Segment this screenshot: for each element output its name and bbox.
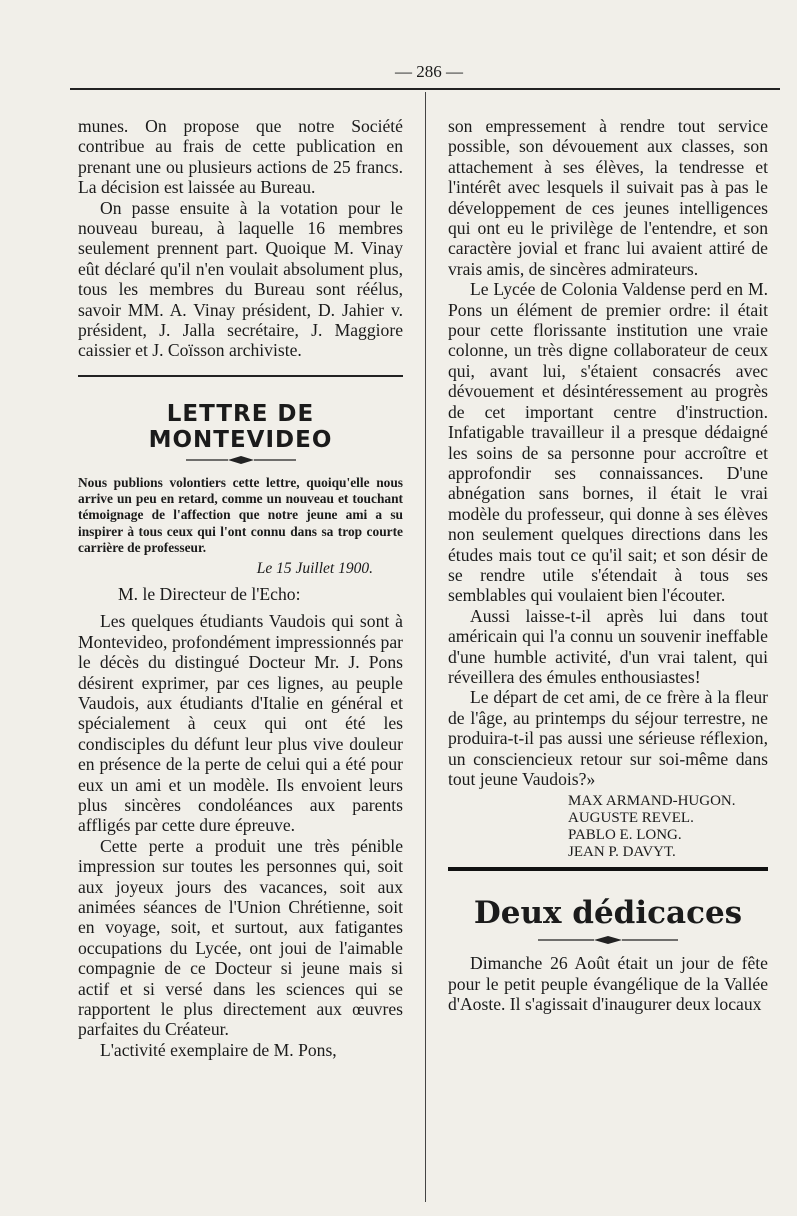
signature-block	[568, 793, 768, 861]
paragraph: On passe ensuite à la votation pour le nouveau bureau, à laquelle 16 membres seulement prennent part. Quoique M. Vinay eût déclaré qu'il n'en voulait absolument plus, tous les membres du Bureau sont réélus, savoir MM. A. Vinay président, D. Jahier v. président, J. Jalla secrétaire, J. Maggiore caissier et J. Coïsson archiviste.	[78, 197, 403, 361]
section-rule	[78, 375, 403, 377]
article-title-dedicaces: Deux dédicaces	[473, 895, 743, 932]
paragraph: munes. On propose que notre Société contribue au frais de cette publication en prenant une ou plusieurs actions de 25 francs. La décision est laissée au Bureau.	[78, 116, 403, 198]
column-divider	[425, 92, 426, 1202]
paragraph: Dimanche 26 Août était un jour de fête pour le petit peuple évangélique de la Vallée d'Aoste. Il s'agissait d'inaugurer deux locaux	[448, 953, 768, 1015]
paragraph: Le départ de cet ami, de ce frère à la fleur de l'âge, au printemps du séjour terrestre, ne produira-t-il pas aussi une sérieuse réflexion, un consciencieux retour sur soi-même dans tout jeune Vaudois?»	[448, 687, 768, 789]
left-column	[78, 116, 403, 1060]
right-column	[448, 116, 768, 1015]
paragraph: son empressement à rendre tout service possible, son dévouement aux classes, son attachement à ses élèves, la tendresse et l'intérêt avec lesquels il suivait pas à pas le développement de ces jeunes intelligences qui ont eu le privilège de l'entendre, et son caractère jovial et franc lui avaient attiré de vrais amis, de sincères admirateurs.	[448, 116, 768, 279]
paragraph: Cette perte a produit une très pénible impression sur toutes les personnes qui, soit aux joyeux jours des vacances, soit aux animées séances de l'Union Chrétienne, soit en voyage, soit, et surtout, aux fatigantes occupations du Lycée, ont joui de l'aimable compagnie de ce Docteur si jeune mais si actif et si versé dans les sciences qui se rapportent le plus directement aux œuvres parfaites du Créateur.	[78, 835, 403, 1040]
paragraph: Aussi laisse-t-il après lui dans tout américain qui l'a connu un souvenir ineffable d'une humble activité, d'un vrai talent, qui réveillera des émules enthousiastes!	[448, 605, 768, 687]
signature: JEAN P. DAVYT.	[568, 844, 676, 861]
salutation: M. le Directeur de l'Echo:	[118, 584, 301, 605]
section-rule	[448, 867, 768, 871]
dateline: Le 15 Juillet 1900.	[256, 560, 373, 578]
ornament-divider-icon	[186, 455, 296, 465]
paragraph: Les quelques étudiants Vaudois qui sont à Montevideo, profondément impressionnés par le décès du distingué Docteur Mr. J. Pons désirent exprimer, par ces lignes, au peuple Vaudois, aux étudiants d'Italie en général et spécialement à ceux qui ont été les condisciples du défunt leur plus vive douleur en présence de la perte de celui qui a été pour eux un ami et un modèle. Ils envoient leurs plus sincères condoléances aux parents affligés par cette dure épreuve.	[78, 611, 403, 836]
paragraph: Le Lycée de Colonia Valdense perd en M. Pons un élément de premier ordre: il était pour cette florissante institution une vraie colonne, un très digne collaborateur de ceux qui, avant lui, s'étaient consacrés avec dévouement et désintéressement au progrès de cet important centre d'instruction. Infatigable travailleur il a presque dédaigné les soins de sa personne pour accroître et approfondir ses connaissances. D'une abnégation sans bornes, il était le vrai modèle du professeur, qui donne à ses élèves non seulement quelques directions dans les études mais tout ce qu'il sait; et son désir de se rendre utile s'étendait à tous ses semblables qui voulaient bien l'écouter.	[448, 279, 768, 606]
signature: AUGUSTE REVEL.	[568, 810, 694, 827]
article-title-montevideo: LETTRE DE MONTEVIDEO	[148, 400, 333, 453]
header-rule	[70, 88, 780, 90]
intro-note: Nous publions volontiers cette lettre, quoiqu'elle nous arrive un peu en retard, comme un nouveau et touchant témoignage de l'affection que notre jeune ami a su inspirer à tous ceux qui l'ont connu dans sa trop courte carrière de professeur.	[78, 474, 403, 556]
page-number: — 286 —	[395, 62, 463, 81]
signature: PABLO E. LONG.	[568, 827, 682, 844]
signature: MAX ARMAND-HUGON.	[568, 793, 736, 810]
ornament-divider-icon	[538, 935, 678, 945]
paragraph: L'activité exemplaire de M. Pons,	[100, 1039, 337, 1060]
